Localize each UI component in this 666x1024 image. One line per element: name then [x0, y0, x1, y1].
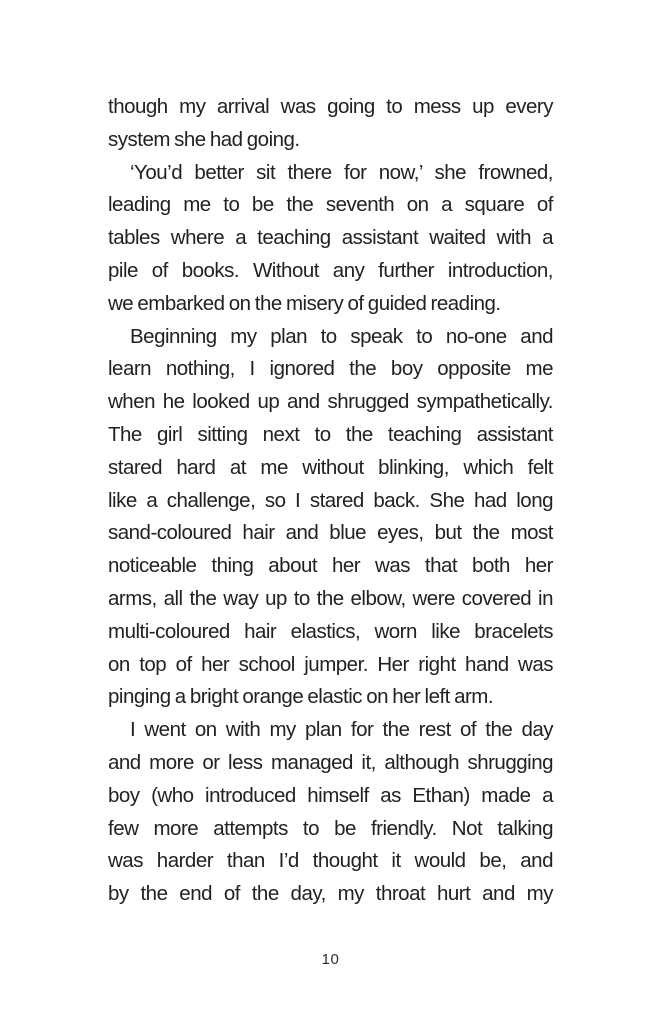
page-number: 10 — [321, 951, 340, 968]
text-line: ‘You’d better sit there for now,’ she frowned, — [130, 160, 553, 184]
text-line: on top of her school jumper. Her right hand was — [108, 652, 553, 676]
text-line: stared hard at me without blinking, which felt — [108, 455, 553, 479]
text-line: and more or less managed it, although shrugging — [108, 750, 553, 774]
text-line: sand-coloured hair and blue eyes, but the most — [108, 521, 553, 545]
text-line: leading me to be the seventh on a square of — [108, 193, 553, 217]
text-line: system she had going. — [108, 127, 300, 151]
text-line: by the end of the day, my throat hurt and my — [108, 882, 553, 906]
text-line: multi-coloured hair elastics, worn like bracelets — [108, 619, 553, 643]
text-line: boy (who introduced himself as Ethan) made a — [108, 783, 553, 807]
text-line: like a challenge, so I stared back. She had long — [108, 488, 553, 512]
text-line: learn nothing, I ignored the boy opposite me — [108, 357, 553, 381]
text-line: though my arrival was going to mess up every — [108, 95, 553, 118]
paragraph — [108, 714, 553, 911]
page-text — [108, 91, 553, 911]
text-line: noticeable thing about her was that both her — [108, 554, 553, 578]
text-line: Beginning my plan to speak to no-one and — [130, 324, 553, 348]
paragraph — [108, 321, 553, 715]
paragraph — [108, 157, 553, 321]
text-line: pile of books. Without any further introduction, — [108, 258, 553, 282]
text-line: tables where a teaching assistant waited with a — [108, 226, 553, 250]
text-line: arms, all the way up to the elbow, were covered in — [108, 586, 553, 610]
text-line: pinging a bright orange elastic on her left arm. — [108, 685, 494, 709]
text-line: when he looked up and shrugged sympathetically. — [108, 390, 553, 414]
paragraph — [108, 91, 553, 157]
text-line: The girl sitting next to the teaching assistant — [108, 422, 553, 446]
text-line: was harder than I’d thought it would be, and — [108, 849, 553, 873]
text-line: we embarked on the misery of guided reading. — [108, 291, 501, 315]
text-line: few more attempts to be friendly. Not talking — [108, 816, 553, 840]
text-line: I went on with my plan for the rest of the day — [130, 718, 553, 742]
